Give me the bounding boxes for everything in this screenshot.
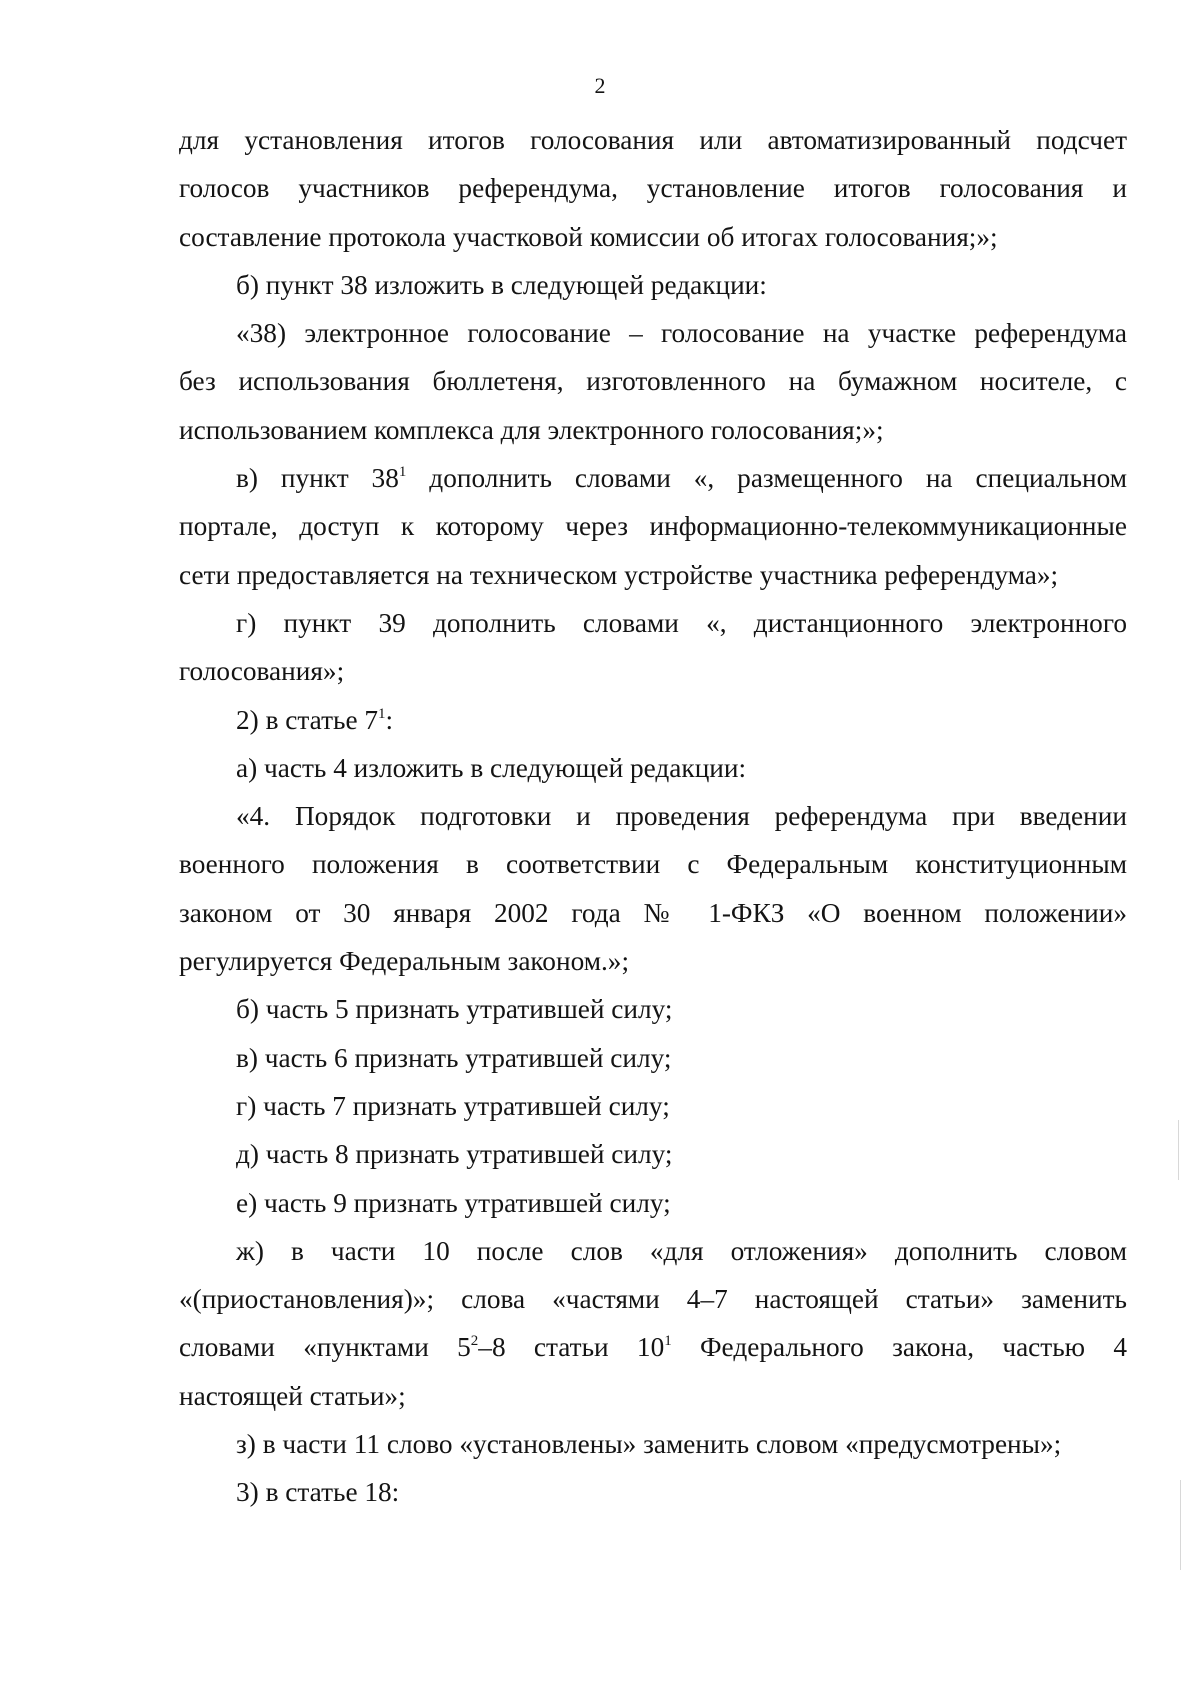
paragraph-line: ж) в части 10 после слов «для отложения» дополнить словом (236, 1235, 1127, 1266)
paragraph: е) часть 9 признать утратившей силу; (236, 1187, 671, 1218)
paragraph: б) пункт 38 изложить в следующей редакции: (236, 269, 767, 300)
paragraph: 3) в статье 18: (236, 1477, 400, 1508)
paragraph-line: г) пункт 39 дополнить словами «, дистанционного электронного (236, 607, 1127, 638)
paragraph: з) в части 11 слово «установлены» заменить словом «предусмотрены»; (236, 1429, 1062, 1460)
text-run: –8 статьи 10 (478, 1332, 665, 1363)
paragraph-line: сети предоставляется на техническом устройстве участника референдума»; (179, 559, 1059, 590)
paragraph: в) часть 6 признать утратившей силу; (236, 1042, 672, 1073)
paragraph: а) часть 4 изложить в следующей редакции: (236, 752, 747, 783)
paragraph-line: использованием комплекса для электронного голосования;»; (179, 414, 884, 445)
paragraph-line (179, 454, 1127, 502)
superscript: 1 (378, 705, 386, 722)
text-run: : (385, 704, 394, 735)
text-run: 2) в статье 7 (236, 704, 379, 735)
scan-artifact (1178, 1120, 1179, 1180)
paragraph-line: «4. Порядок подготовки и проведения референдума при введении (236, 801, 1127, 832)
paragraph-line: «38) электронное голосование – голосование на участке референдума (236, 318, 1127, 349)
paragraph-line (179, 1323, 1127, 1371)
superscript: 2 (470, 1333, 479, 1350)
paragraph-line: без использования бюллетеня, изготовленного на бумажном носителе, с (179, 366, 1127, 397)
paragraph-line: голосования»; (179, 656, 345, 687)
paragraph (179, 696, 1127, 744)
text-run: словами «пунктами 5 (179, 1332, 471, 1363)
superscript: 1 (664, 1333, 672, 1350)
superscript: 1 (398, 464, 407, 481)
text-run: дополнить словами «, размещенного на специальном (406, 463, 1127, 494)
paragraph-line: военного положения в соответствии с Федеральным конституционным (179, 849, 1127, 880)
paragraph-line: «(приостановления)»; слова «частями 4–7 настоящей статьи» заменить (179, 1284, 1127, 1315)
paragraph-line: настоящей статьи»; (179, 1380, 406, 1411)
page-number: 2 (594, 73, 606, 98)
paragraph: г) часть 7 признать утратившей силу; (236, 1090, 670, 1121)
paragraph-line: голосов участников референдума, установление итогов голосования и (179, 173, 1127, 204)
text-run: в) пункт 38 (236, 463, 399, 494)
paragraph-line: портале, доступ к которому через информационно-телекоммуникационные (179, 511, 1127, 542)
scan-artifact (1180, 1480, 1181, 1570)
text-run: Федерального закона, частью 4 (671, 1332, 1127, 1363)
paragraph: б) часть 5 признать утратившей силу; (236, 994, 673, 1025)
paragraph-line: для установления итогов голосования или автоматизированный подсчет (179, 125, 1127, 155)
paragraph-line: законом от 30 января 2002 года № 1-ФКЗ «О военном положении» (179, 897, 1127, 928)
document-body (179, 116, 1127, 1517)
paragraph: д) часть 8 признать утратившей силу; (236, 1139, 673, 1170)
paragraph-line: составление протокола участковой комиссии об итогах голосования;»; (179, 221, 998, 252)
paragraph-line: регулируется Федеральным законом.»; (179, 946, 630, 977)
